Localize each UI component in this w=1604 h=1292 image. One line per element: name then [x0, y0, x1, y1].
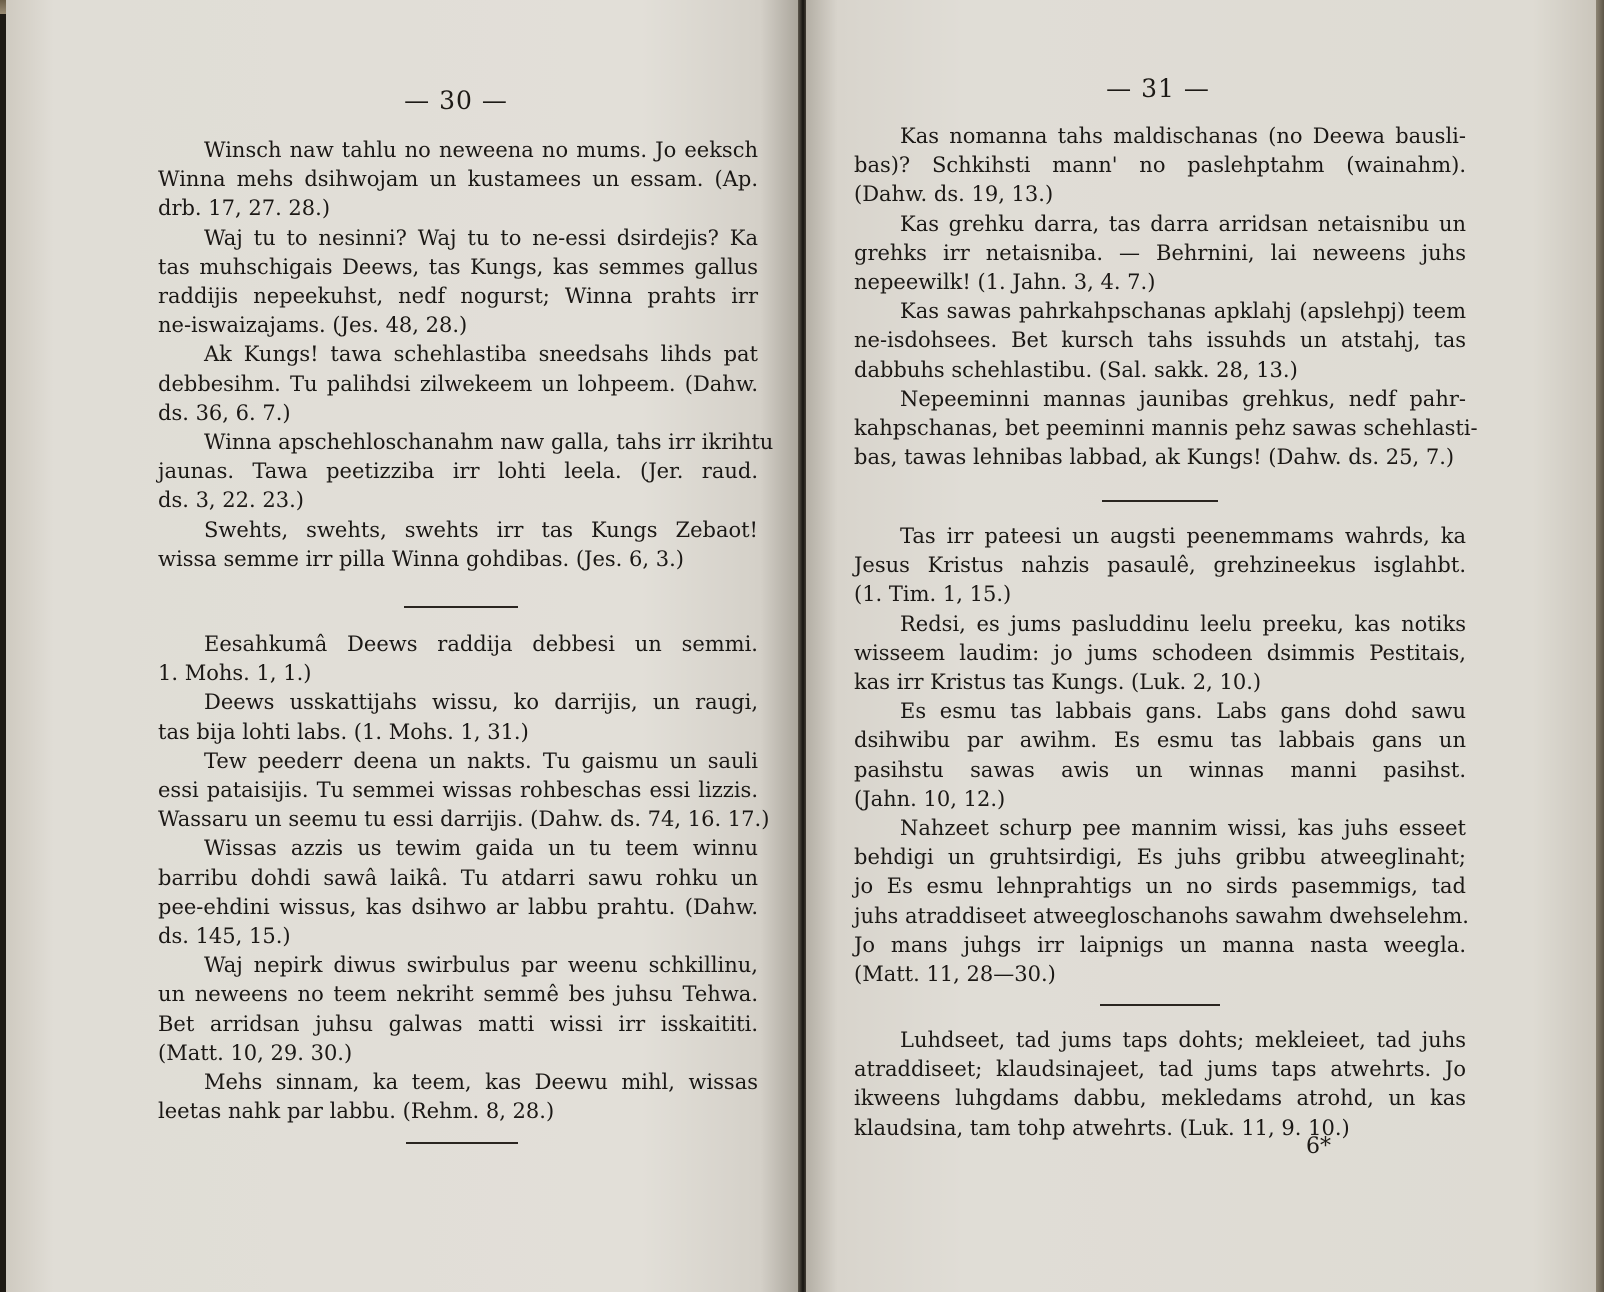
- text-line: (Dahw. ds. 19, 13.): [854, 182, 1054, 207]
- text-line: ds. 145, 15.): [158, 924, 291, 949]
- verse-paragraph: [158, 688, 758, 746]
- page-number-right: — 31 —: [1106, 74, 1210, 103]
- text-line: Jesus Kristus nahzis pasaulê, grehzineekus isglahbt.: [854, 553, 1466, 578]
- text-line: ne-isdohsees. Bet kursch tahs issuhds un atstahj, tas: [854, 328, 1466, 353]
- text-line: Tas irr pateesi un augsti peenemmams wahrds, ka: [900, 524, 1466, 548]
- verse-paragraph: [854, 297, 1466, 385]
- text-line: jo Es esmu lehnprahtigs un no sirds pasemmigs, tad: [854, 874, 1466, 899]
- text-line: Waj tu to nesinni? Waj tu to ne-essi dsirdejis? Ka: [204, 225, 758, 250]
- verse-paragraph: [854, 697, 1466, 814]
- text-line: Jo mans juhgs irr laipnigs un manna nasta weegla.: [854, 932, 1466, 957]
- section-divider-left-1: [404, 606, 518, 608]
- text-line: Winna mehs dsihwojam un kustamees un essam. (Ap.: [158, 167, 758, 192]
- text-line: Mehs sinnam, ka teem, kas Deewu mihl, wissas: [204, 1070, 758, 1095]
- text-line: ds. 3, 22. 23.): [158, 488, 304, 513]
- section-divider-right-1: [1102, 500, 1218, 502]
- text-line: barribu dohdi sawâ laikâ. Tu atdarri sawu rohku un: [158, 865, 758, 890]
- text-line: Nahzeet schurp pee mannim wissi, kas juhs esseet: [900, 816, 1466, 841]
- text-line: 1. Mohs. 1, 1.): [158, 661, 312, 686]
- text-line: ikweens luhgdams dabbu, mekledams atrohd, un kas: [854, 1086, 1466, 1111]
- text-line: Eesahkumâ Deews raddija debbesi un semmi.: [204, 632, 758, 656]
- text-line: (Matt. 10, 29. 30.): [158, 1040, 353, 1065]
- verse-paragraph: [854, 1026, 1466, 1143]
- text-line: Deews usskattijahs wissu, ko darrijis, un raugi,: [204, 690, 758, 715]
- text-line: jaunas. Tawa peetizziba irr lohti leela. (Jer. raud.: [158, 459, 758, 484]
- verse-paragraph: [854, 814, 1469, 989]
- text-line: klaudsina, tam tohp atwehrts. (Luk. 11, 9. 10.): [854, 1115, 1350, 1140]
- text-line: Kas sawas pahrkahpschanas apklahj (apslehpj) teem: [900, 299, 1466, 324]
- text-line: tas bija lohti labs. (1. Mohs. 1, 31.): [158, 719, 529, 744]
- verse-paragraph: [158, 340, 758, 428]
- text-line: dsihwibu par awihm. Es esmu tas labbais gans un: [854, 728, 1466, 753]
- verse-paragraph: [158, 1068, 758, 1126]
- section-divider-right-2: [1100, 1004, 1220, 1006]
- verse-paragraph: [854, 210, 1466, 298]
- text-line: (Jahn. 10, 12.): [854, 786, 1006, 811]
- text-line: Kas grehku darra, tas darra arridsan netaisnibu un: [900, 211, 1466, 236]
- verse-paragraph: [854, 385, 1478, 473]
- text-line: raddijis nepeekuhst, nedf nogurst; Winna prahts irr: [158, 284, 758, 309]
- text-line: wissa semme irr pilla Winna gohdibas. (Jes. 6, 3.): [158, 546, 684, 571]
- verse-paragraph: [854, 610, 1466, 698]
- text-line: Waj nepirk diwus swirbulus par weenu schkillinu,: [204, 953, 758, 978]
- right-section-1: [854, 122, 1478, 472]
- verse-paragraph: [158, 834, 758, 951]
- text-line: grehks irr netaisniba. — Behrnini, lai neweens juhs: [854, 240, 1466, 265]
- text-line: Nepeeminni mannas jaunibas grehkus, nedf pahr-: [900, 386, 1466, 411]
- text-line: wisseem laudim: jo jums schodeen dsimmis Pestitais,: [854, 640, 1466, 665]
- verse-paragraph: [158, 630, 758, 688]
- text-line: kas irr Kristus tas Kungs. (Luk. 2, 10.): [854, 670, 1262, 695]
- text-line: leetas nahk par labbu. (Rehm. 8, 28.): [158, 1099, 555, 1124]
- verse-paragraph: [158, 428, 774, 516]
- text-line: atraddiseet; klaudsinajeet, tad jums taps atwehrts. Jo: [854, 1057, 1466, 1082]
- text-line: Kas nomanna tahs maldischanas (no Deewa bausli-: [900, 124, 1466, 148]
- verse-paragraph: [158, 224, 758, 341]
- text-line: essi pataisijis. Tu semmei wissas rohbeschas essi lizzis.: [158, 778, 758, 803]
- text-line: Bet arridsan juhsu galwas matti wissi irr isskaititi.: [158, 1011, 758, 1036]
- left-page: [6, 0, 800, 1292]
- left-section-2: [158, 630, 770, 1126]
- verse-paragraph: [158, 136, 758, 224]
- text-line: (1. Tim. 1, 15.): [854, 582, 1012, 607]
- text-line: (Matt. 11, 28—30.): [854, 962, 1056, 987]
- text-line: un neweens no teem nekriht semmê bes juhsu Tehwa.: [158, 982, 758, 1007]
- section-divider-left-2: [406, 1142, 518, 1144]
- verse-paragraph: [158, 516, 758, 574]
- text-line: Luhdseet, tad jums taps dohts; mekleieet, tad juhs: [900, 1028, 1466, 1052]
- text-line: Es esmu tas labbais gans. Labs gans dohd sawu: [900, 699, 1466, 724]
- text-line: behdigi un gruhtsirdigi, Es juhs gribbu atweeglinaht;: [854, 845, 1466, 870]
- text-line: Swehts, swehts, swehts irr tas Kungs Zebaot!: [204, 517, 758, 542]
- right-section-2: [854, 522, 1469, 989]
- verse-paragraph: [158, 747, 770, 835]
- text-line: Winsch naw tahlu no neweena no mums. Jo eeksch: [204, 138, 758, 162]
- text-line: nepeewilk! (1. Jahn. 3, 4. 7.): [854, 270, 1156, 295]
- text-line: debbesihm. Tu palihdsi zilwekeem un lohpeem. (Dahw.: [158, 371, 758, 396]
- text-line: drb. 17, 27. 28.): [158, 196, 331, 221]
- right-section-3: [854, 1026, 1466, 1143]
- text-line: pasihstu sawas awis un winnas manni pasihst.: [854, 757, 1466, 782]
- text-line: dabbuhs schehlastibu. (Sal. sakk. 28, 13.): [854, 357, 1298, 382]
- text-line: Winna apschehloschanahm naw galla, tahs irr ikrihtu: [204, 430, 774, 455]
- text-line: tas muhschigais Deews, tas Kungs, kas semmes gallus: [158, 254, 758, 279]
- text-line: bas)? Schkihsti mann' no paslehptahm (wainahm).: [854, 153, 1466, 178]
- text-line: kahpschanas, bet peeminni mannis pehz sawas schehlasti-: [854, 416, 1478, 441]
- signature-mark: 6*: [1306, 1134, 1331, 1159]
- text-line: juhs atraddiseet atweegloschanohs sawahm dwehselehm.: [854, 903, 1469, 928]
- text-line: ne-iswaizajams. (Jes. 48, 28.): [158, 313, 468, 338]
- text-line: Redsi, es jums pasluddinu leelu preeku, kas notiks: [900, 611, 1466, 636]
- page-block-edge: [1596, 0, 1604, 1292]
- text-line: pee-ehdini wissus, kas dsihwo ar labbu prahtu. (Dahw.: [158, 894, 758, 919]
- left-section-1: [158, 136, 774, 574]
- page-number-left: — 30 —: [404, 86, 508, 115]
- text-line: bas, tawas lehnibas labbad, ak Kungs! (Dahw. ds. 25, 7.): [854, 445, 1455, 470]
- right-page: [806, 0, 1596, 1292]
- text-line: ds. 36, 6. 7.): [158, 400, 291, 425]
- text-line: Tew peederr deena un nakts. Tu gaismu un sauli: [204, 748, 758, 773]
- text-line: Wissas azzis us tewim gaida un tu teem winnu: [204, 836, 758, 861]
- verse-paragraph: [854, 522, 1466, 610]
- text-line: Ak Kungs! tawa schehlastiba sneedsahs lihds pat: [204, 342, 758, 367]
- text-line: Wassaru un seemu tu essi darrijis. (Dahw. ds. 74, 16. 17.): [158, 807, 770, 832]
- verse-paragraph: [158, 951, 758, 1068]
- verse-paragraph: [854, 122, 1466, 210]
